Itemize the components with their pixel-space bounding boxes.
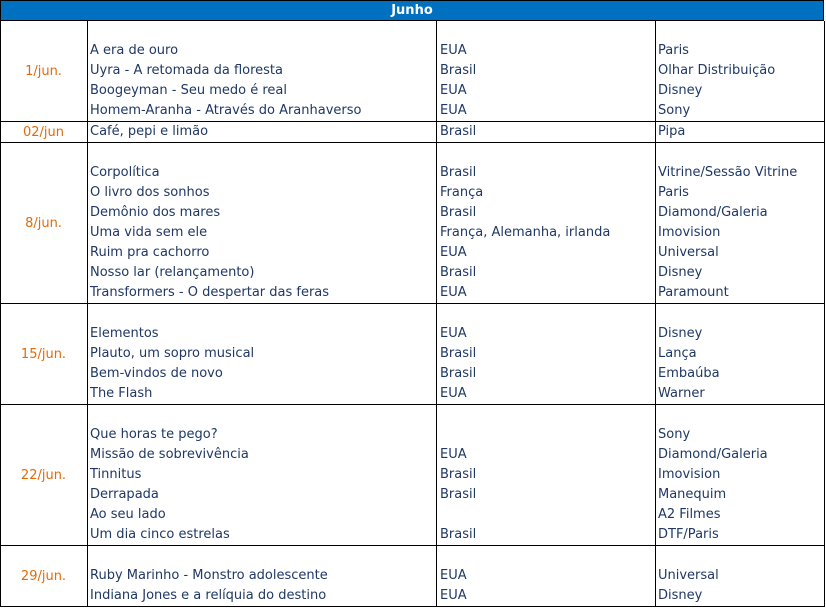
movie-title: O livro dos sonhos [90, 185, 210, 200]
movie-title: Tinnitus [90, 467, 142, 482]
movie-title: Uma vida sem ele [90, 225, 208, 240]
movie-title: Ruim pra cachorro [90, 245, 210, 260]
movie-title: Um dia cinco estrelas [90, 527, 230, 542]
release-date: 8/jun. [25, 216, 62, 231]
movie-country: Brasil [440, 124, 477, 139]
movie-country: Brasil [440, 487, 477, 502]
movie-country: Brasil [440, 527, 477, 542]
column-divider [436, 546, 437, 607]
column-divider [87, 143, 88, 304]
movie-distributor: Sony [658, 427, 691, 442]
movie-country: EUA [440, 285, 467, 300]
movie-title: Demônio dos mares [90, 205, 221, 220]
movie-title: Elementos [90, 326, 159, 341]
movie-distributor: Imovision [658, 225, 721, 240]
movie-title: Derrapada [90, 487, 159, 502]
movie-distributor: Universal [658, 568, 719, 583]
movie-distributor: Disney [658, 265, 703, 280]
movie-title: Ruby Marinho - Monstro adolescente [90, 568, 328, 583]
date-group [0, 143, 825, 304]
column-divider [655, 546, 656, 607]
date-group [0, 546, 825, 607]
movie-distributor: Imovision [658, 467, 721, 482]
movie-distributor: Sony [658, 103, 691, 118]
column-divider [655, 143, 656, 304]
movie-title: Corpolítica [90, 165, 160, 180]
column-divider [436, 304, 437, 405]
movie-title: The Flash [90, 386, 153, 401]
release-date: 15/jun. [20, 347, 67, 362]
movie-title: Boogeyman - Seu medo é real [90, 83, 287, 98]
movie-title: Uyra - A retomada da floresta [90, 63, 283, 78]
movie-country: Brasil [440, 265, 477, 280]
column-divider [824, 21, 825, 122]
movie-country: Brasil [440, 467, 477, 482]
movie-distributor: DTF/Paris [658, 527, 719, 542]
column-divider [87, 21, 88, 122]
column-divider [436, 122, 437, 143]
movie-title: A era de ouro [90, 43, 179, 58]
movie-distributor: Diamond/Galeria [658, 205, 768, 220]
movie-distributor: Embaúba [658, 366, 720, 381]
movie-title: Bem-vindos de novo [90, 366, 223, 381]
movie-country: Brasil [440, 205, 477, 220]
release-date: 22/jun. [20, 468, 67, 483]
movie-title: Homem-Aranha - Através do Aranhaverso [90, 103, 362, 118]
column-divider [824, 122, 825, 143]
movie-distributor: Vitrine/Sessão Vitrine [658, 165, 798, 180]
movie-distributor: Warner [658, 386, 705, 401]
movie-country: EUA [440, 447, 467, 462]
movie-distributor: Paris [658, 185, 689, 200]
date-group [0, 405, 825, 546]
release-date: 1/jun. [25, 64, 62, 79]
movie-distributor: Disney [658, 588, 703, 603]
movie-country: EUA [440, 568, 467, 583]
column-divider [436, 21, 437, 122]
movie-distributor: Lança [658, 346, 697, 361]
movie-title: Nosso lar (relançamento) [90, 265, 255, 280]
movie-distributor: Disney [658, 83, 703, 98]
column-divider [87, 122, 88, 143]
movie-distributor: Paris [658, 43, 689, 58]
movie-distributor: A2 Filmes [658, 507, 721, 522]
row-divider [0, 606, 825, 607]
movie-country: EUA [440, 588, 467, 603]
movie-distributor: Diamond/Galeria [658, 447, 768, 462]
movie-country: Brasil [440, 346, 477, 361]
movie-title: Que horas te pego? [90, 427, 218, 442]
column-divider [436, 405, 437, 546]
column-divider [655, 405, 656, 546]
column-divider [655, 21, 656, 122]
release-date: 29/jun. [20, 569, 67, 584]
column-divider [87, 546, 88, 607]
movie-country: EUA [440, 83, 467, 98]
column-divider [824, 143, 825, 304]
column-divider [824, 304, 825, 405]
month-header: Junho [0, 0, 824, 21]
release-date: 02/jun [22, 125, 64, 140]
column-divider [87, 405, 88, 546]
movie-title: Plauto, um sopro musical [90, 346, 255, 361]
date-group [0, 21, 825, 122]
date-group [0, 122, 825, 143]
movie-country: França [440, 185, 484, 200]
column-divider [655, 122, 656, 143]
movie-country: Brasil [440, 63, 477, 78]
movie-title: Missão de sobrevivência [90, 447, 249, 462]
movie-title: Transformers - O despertar das feras [90, 285, 330, 300]
movie-country: EUA [440, 386, 467, 401]
movie-distributor: Disney [658, 326, 703, 341]
movie-title: Ao seu lado [90, 507, 166, 522]
movie-country: Brasil [440, 165, 477, 180]
movie-distributor: Manequim [658, 487, 727, 502]
movie-country: EUA [440, 245, 467, 260]
movie-country: Brasil [440, 366, 477, 381]
column-divider [436, 143, 437, 304]
column-divider [655, 304, 656, 405]
column-divider [824, 405, 825, 546]
movie-country: EUA [440, 103, 467, 118]
date-group [0, 304, 825, 405]
movie-title: Indiana Jones e a relíquia do destino [90, 588, 327, 603]
movie-country: França, Alemanha, irlanda [440, 225, 611, 240]
movie-distributor: Universal [658, 245, 719, 260]
movie-distributor: Paramount [658, 285, 729, 300]
movie-distributor: Olhar Distribuição [658, 63, 776, 78]
movie-country: EUA [440, 326, 467, 341]
column-divider [824, 546, 825, 607]
movie-title: Café, pepi e limão [90, 124, 209, 139]
movie-country: EUA [440, 43, 467, 58]
column-divider [87, 304, 88, 405]
movie-distributor: Pipa [658, 124, 686, 139]
